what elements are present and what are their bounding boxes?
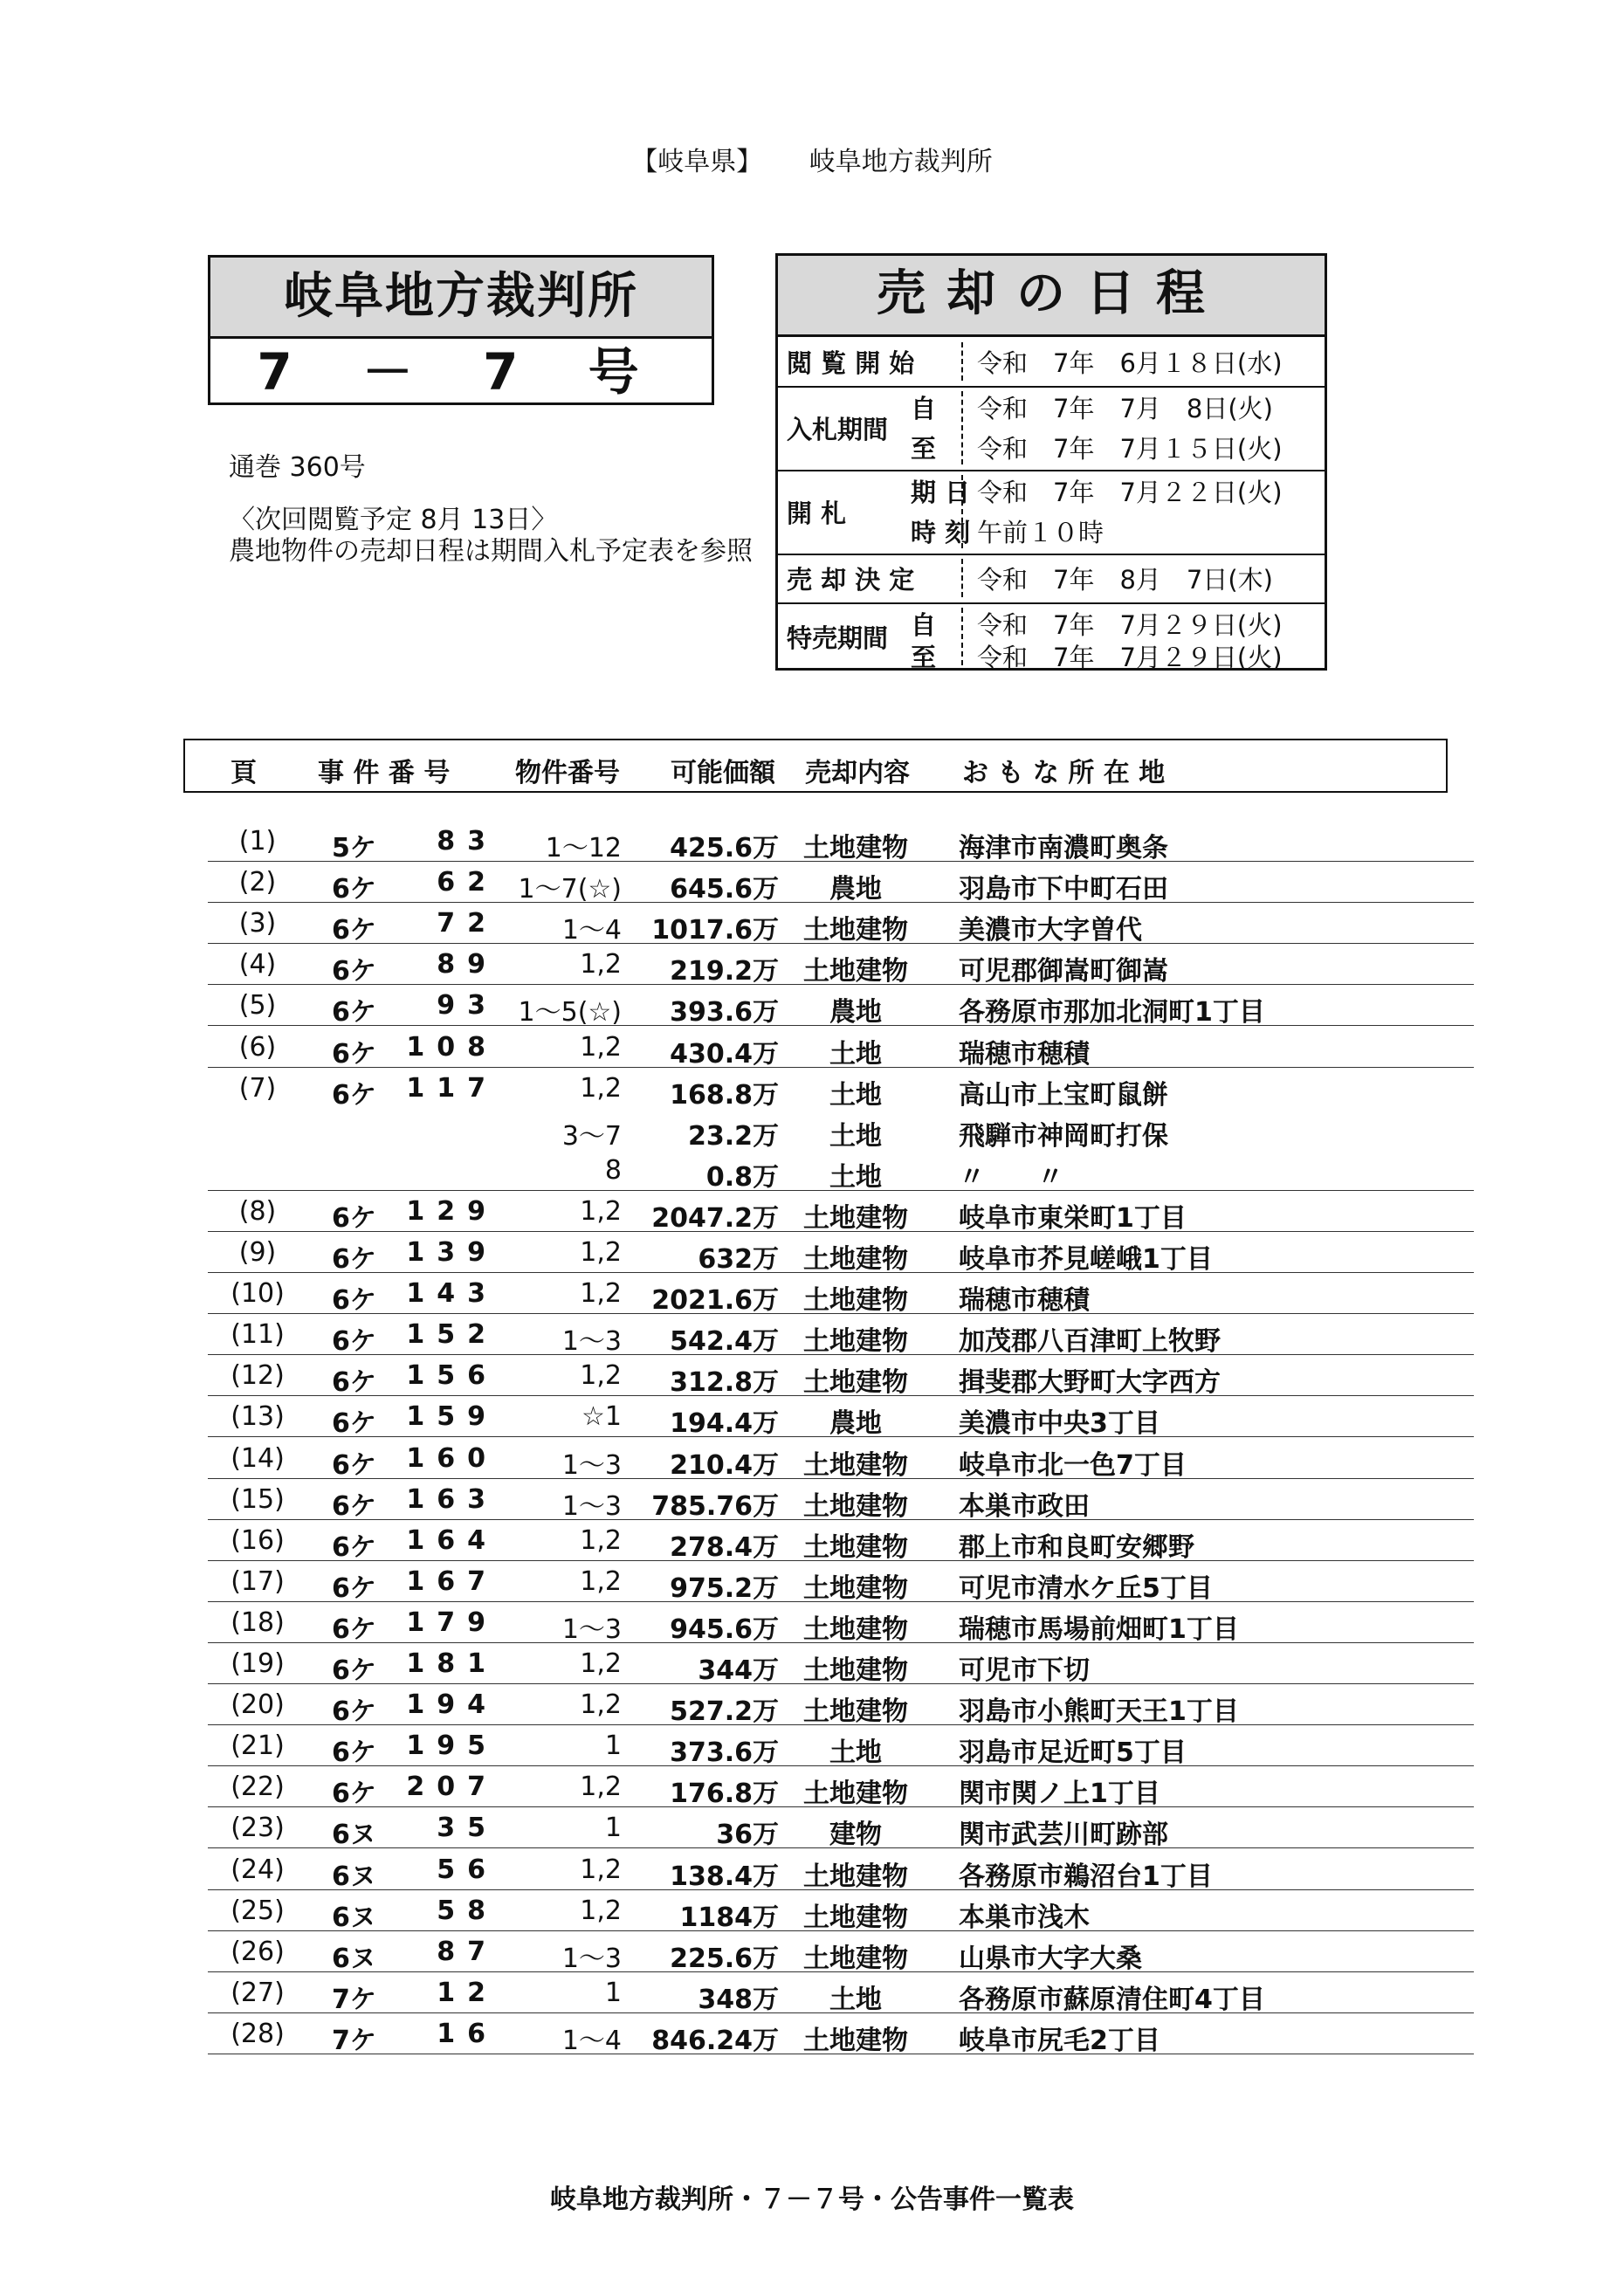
row-page: (8) [238, 1195, 277, 1227]
item-number: ☆1 [581, 1401, 622, 1433]
location: 岐阜市尻毛2丁目 [959, 2025, 1160, 2056]
case-prefix: 6ケ [332, 1490, 376, 1522]
row-page: (6) [238, 1031, 277, 1063]
location: 瑞穂市馬場前畑町1丁目 [959, 1613, 1239, 1645]
header-page: 頁 [231, 758, 257, 788]
table-row [0, 1438, 1624, 1479]
item-number: 1～3 [561, 1490, 622, 1522]
minimum-price: 225.6万 [670, 1943, 779, 1974]
minimum-price: 945.6万 [670, 1613, 779, 1645]
minimum-price: 645.6万 [670, 874, 779, 905]
item-number: 1 [604, 1813, 622, 1844]
row-page: (18) [231, 1606, 285, 1638]
schedule-divider [961, 608, 963, 665]
case-number: 87 [437, 1936, 498, 1967]
case-number: 159 [406, 1401, 498, 1433]
header-item: 物件番号 [515, 758, 620, 788]
row-page: (4) [238, 949, 277, 980]
case-number: 207 [406, 1772, 498, 1803]
row-page: (17) [231, 1565, 285, 1597]
location: 飛騨市神岡町打保 [959, 1120, 1168, 1152]
location: 山県市大字大桑 [959, 1943, 1142, 1974]
case-prefix: 6ケ [332, 1202, 376, 1234]
case-prefix: 6ケ [332, 1285, 376, 1317]
minimum-price: 542.4万 [670, 1326, 779, 1358]
location: 瑞穂市穂積 [959, 1038, 1090, 1070]
table-row [0, 1355, 1624, 1399]
case-number: 164 [406, 1524, 498, 1556]
location: 美濃市中央3丁目 [959, 1408, 1160, 1440]
item-number: 1,2 [580, 1237, 622, 1268]
item-number: 1～4 [561, 915, 622, 946]
header-type: 売却内容 [805, 758, 910, 788]
case-number: 83 [437, 826, 498, 857]
table-row [0, 1643, 1624, 1684]
table-row [0, 1109, 1624, 1150]
table-row [0, 985, 1624, 1029]
sale-type: 土地 [829, 1161, 882, 1193]
table-row [0, 1972, 1624, 2013]
sale-type: 土地建物 [803, 1367, 908, 1399]
case-prefix: 6ケ [332, 874, 376, 905]
case-number: 108 [406, 1031, 498, 1063]
table-row [0, 1561, 1624, 1602]
page-header [0, 140, 1624, 178]
item-number: 1,2 [580, 1854, 622, 1885]
case-prefix: 6ケ [332, 1408, 376, 1440]
court-label: 岐阜地方裁判所 [809, 147, 993, 177]
minimum-price: 846.24万 [651, 2025, 779, 2056]
case-number: 143 [406, 1278, 498, 1310]
case-prefix: 6ヌ [332, 1943, 376, 1974]
table-row [0, 1766, 1624, 1810]
item-number: 1 [604, 1977, 622, 2008]
minimum-price: 0.8万 [705, 1161, 779, 1193]
prefecture-label: 【岐阜県】 [631, 147, 763, 177]
case-prefix: 6ケ [332, 1572, 376, 1604]
location: 可児市清水ケ丘5丁目 [959, 1572, 1213, 1604]
case-prefix: 6ケ [332, 1737, 376, 1769]
item-number: 1～7(☆) [518, 874, 622, 905]
schedule-sublabel: 期 日 [911, 478, 971, 507]
table-row [0, 1232, 1624, 1273]
table-row [0, 1396, 1624, 1440]
row-page: (24) [231, 1854, 285, 1885]
minimum-price: 425.6万 [670, 833, 779, 863]
minimum-price: 344万 [698, 1655, 779, 1686]
sale-type: 土地建物 [803, 1490, 908, 1522]
minimum-price: 36万 [716, 1820, 779, 1851]
table-row [0, 1725, 1624, 1769]
case-number: 129 [406, 1195, 498, 1227]
sale-type: 土地 [829, 1737, 882, 1769]
header-price: 可能価額 [671, 758, 775, 788]
table-row [0, 1150, 1624, 1191]
sale-type: 土地建物 [803, 1778, 908, 1810]
location: 揖斐郡大野町大字西方 [959, 1367, 1221, 1399]
item-number: 1,2 [580, 1524, 622, 1556]
item-number: 1,2 [580, 1360, 622, 1392]
case-number: 181 [406, 1648, 498, 1679]
minimum-price: 210.4万 [670, 1449, 779, 1481]
schedule-value: 令和 7年 8月 7日(木) [977, 565, 1273, 595]
minimum-price: 2047.2万 [651, 1202, 779, 1234]
case-number: 194 [406, 1689, 498, 1721]
table-row [0, 1602, 1624, 1643]
next-viewing: 〈次回閲覧予定 8月 13日〉 [229, 505, 558, 535]
minimum-price: 373.6万 [670, 1737, 779, 1769]
schedule-value: 令和 7年 7月２９日(火) [977, 610, 1283, 640]
location: 本巣市政田 [959, 1490, 1090, 1522]
case-prefix: 6ケ [332, 1778, 376, 1810]
item-number: 1～3 [561, 1326, 622, 1358]
location: 瑞穂市穂積 [959, 1285, 1090, 1317]
minimum-price: 1184万 [679, 1902, 779, 1933]
item-number: 1～5(☆) [518, 997, 622, 1029]
row-page: (2) [238, 867, 277, 898]
sale-type: 土地建物 [803, 1902, 908, 1933]
case-prefix: 6ヌ [332, 1861, 376, 1892]
row-page: (16) [231, 1524, 285, 1556]
case-number: 139 [406, 1237, 498, 1268]
sale-type: 土地建物 [803, 833, 908, 863]
case-prefix: 6ケ [332, 1449, 376, 1481]
sale-type: 土地建物 [803, 1285, 908, 1317]
table-header [183, 739, 1448, 793]
case-number: 179 [406, 1606, 498, 1638]
table-row [0, 1849, 1624, 1890]
schedule-row [778, 337, 1325, 388]
schedule-label: 閲 覧 開 始 [787, 348, 915, 378]
table-row [0, 1191, 1624, 1232]
schedule-value: 令和 7年 7月１５日(火) [977, 434, 1283, 464]
location: 可児郡御嵩町御嵩 [959, 956, 1168, 987]
schedule-title: 売却の日程 [778, 256, 1325, 337]
row-page: (11) [231, 1319, 285, 1351]
sale-type: 土地建物 [803, 1943, 908, 1974]
row-page: (15) [231, 1483, 285, 1515]
item-number: 8 [604, 1154, 622, 1186]
sale-type: 土地建物 [803, 1572, 908, 1604]
sale-type: 建物 [829, 1820, 882, 1851]
sale-type: 土地建物 [803, 1202, 908, 1234]
location: 岐阜市東栄町1丁目 [959, 1202, 1187, 1234]
location: 本巣市浅木 [959, 1902, 1090, 1933]
case-prefix: 6ヌ [332, 1820, 376, 1851]
minimum-price: 138.4万 [670, 1861, 779, 1892]
header-location: お も な 所 在 地 [962, 758, 1166, 788]
case-prefix: 6ケ [332, 1038, 376, 1070]
schedule-divider [961, 391, 963, 464]
row-page: (25) [231, 1895, 285, 1926]
item-number: 1,2 [580, 1031, 622, 1063]
location: 各務原市蘇原清住町4丁目 [959, 1984, 1265, 2015]
sale-type: 農地 [829, 997, 882, 1029]
volume-number: 通巻 360号 [229, 452, 366, 483]
location: 加茂郡八百津町上牧野 [959, 1326, 1221, 1358]
sale-schedule-box [775, 253, 1327, 671]
case-number: 89 [437, 949, 498, 980]
case-number: 12 [437, 1977, 498, 2008]
minimum-price: 632万 [698, 1244, 779, 1275]
case-prefix: 7ケ [332, 2025, 376, 2056]
item-number: 1,2 [580, 1689, 622, 1721]
sale-type: 土地建物 [803, 915, 908, 946]
sale-type: 土地建物 [803, 1531, 908, 1563]
case-number: 72 [437, 908, 498, 939]
sale-type: 土地建物 [803, 1326, 908, 1358]
schedule-label: 開 札 [787, 499, 847, 528]
row-page: (13) [231, 1401, 285, 1433]
table-row [0, 1314, 1624, 1358]
table-row [0, 1273, 1624, 1317]
row-page: (3) [238, 908, 277, 939]
schedule-value: 令和 7年 6月１８日(水) [977, 348, 1283, 378]
case-number: 35 [437, 1813, 498, 1844]
schedule-divider [961, 475, 963, 548]
case-prefix: 6ケ [332, 1696, 376, 1728]
item-number: 1,2 [580, 1072, 622, 1104]
case-number: 195 [406, 1730, 498, 1762]
minimum-price: 23.2万 [687, 1120, 779, 1152]
minimum-price: 430.4万 [670, 1038, 779, 1070]
case-prefix: 6ヌ [332, 1902, 376, 1933]
table-row [0, 903, 1624, 944]
case-prefix: 6ケ [332, 1244, 376, 1275]
case-number: 58 [437, 1895, 498, 1926]
schedule-row [778, 602, 1325, 671]
table-row [0, 1684, 1624, 1728]
table-row [0, 1931, 1624, 1972]
case-prefix: 5ケ [332, 833, 376, 863]
case-prefix: 6ケ [332, 915, 376, 946]
minimum-price: 975.2万 [670, 1572, 779, 1604]
row-page: (20) [231, 1689, 285, 1721]
row-page: (14) [231, 1442, 285, 1474]
sale-type: 土地 [829, 1079, 882, 1111]
schedule-sublabel: 至 [911, 434, 937, 464]
minimum-price: 219.2万 [670, 956, 779, 987]
schedule-label: 特売期間 [787, 623, 889, 653]
item-number: 1,2 [580, 1895, 622, 1926]
sale-type: 土地 [829, 1120, 882, 1152]
row-page: (5) [238, 990, 277, 1022]
location: 羽島市小熊町天王1丁目 [959, 1696, 1239, 1728]
minimum-price: 2021.6万 [651, 1285, 779, 1317]
item-number: 1,2 [580, 1565, 622, 1597]
case-prefix: 6ケ [332, 997, 376, 1029]
notes [229, 505, 753, 568]
item-number: 1,2 [580, 1772, 622, 1803]
issue-number: 7 － 7 号 [257, 342, 665, 402]
case-prefix: 6ケ [332, 1367, 376, 1399]
farmland-note: 農地物件の売却日程は期間入札予定表を参照 [229, 536, 753, 567]
case-number: 160 [406, 1442, 498, 1474]
schedule-row [778, 470, 1325, 555]
location: 羽島市足近町5丁目 [959, 1737, 1187, 1769]
sale-type: 土地建物 [803, 1861, 908, 1892]
location: 関市関ノ上1丁目 [959, 1778, 1160, 1810]
schedule-sublabel: 至 [911, 643, 937, 672]
item-number: 1～12 [545, 833, 622, 863]
location: 各務原市鵜沼台1丁目 [959, 1861, 1213, 1892]
table-row [0, 1479, 1624, 1520]
minimum-price: 785.76万 [651, 1490, 779, 1522]
row-page: (12) [231, 1360, 285, 1392]
row-page: (19) [231, 1648, 285, 1679]
table-row [0, 944, 1624, 985]
schedule-divider [961, 559, 963, 597]
location: 可児市下切 [959, 1655, 1090, 1686]
minimum-price: 348万 [698, 1984, 779, 2015]
schedule-row [778, 386, 1325, 471]
case-prefix: 7ケ [332, 1984, 376, 2015]
item-number: 1,2 [580, 1648, 622, 1679]
case-number: 163 [406, 1483, 498, 1515]
case-number: 167 [406, 1565, 498, 1597]
minimum-price: 168.8万 [670, 1079, 779, 1111]
schedule-sublabel: 自 [911, 610, 937, 640]
schedule-divider [961, 342, 963, 381]
item-number: 3～7 [561, 1120, 622, 1152]
schedule-sublabel: 時 刻 [911, 518, 971, 547]
case-prefix: 6ケ [332, 1079, 376, 1111]
row-page: (21) [231, 1730, 285, 1762]
court-title: 岐阜地方裁判所 [210, 258, 712, 339]
page-footer: 岐阜地方裁判所・７－７号・公告事件一覧表 [550, 2184, 1074, 2215]
row-page: (27) [231, 1977, 285, 2008]
case-prefix: 6ケ [332, 1326, 376, 1358]
schedule-value: 令和 7年 7月２９日(火) [977, 643, 1283, 672]
sale-type: 土地建物 [803, 1696, 908, 1728]
case-number: 93 [437, 990, 498, 1022]
schedule-value: 令和 7年 7月２２日(火) [977, 478, 1283, 507]
location: 各務原市那加北洞町1丁目 [959, 997, 1265, 1029]
minimum-price: 1017.6万 [651, 915, 779, 946]
case-number: 56 [437, 1854, 498, 1885]
location: 岐阜市芥見嵯峨1丁目 [959, 1244, 1213, 1275]
schedule-value: 午前１０時 [977, 518, 1104, 547]
table-row [0, 862, 1624, 903]
schedule-row [778, 554, 1325, 604]
item-number: 1～3 [561, 1449, 622, 1481]
item-number: 1,2 [580, 1195, 622, 1227]
case-number: 117 [406, 1072, 498, 1104]
item-number: 1,2 [580, 949, 622, 980]
table-row [0, 1520, 1624, 1561]
location: 美濃市大字曽代 [959, 915, 1142, 946]
minimum-price: 194.4万 [670, 1408, 779, 1440]
minimum-price: 312.8万 [670, 1367, 779, 1399]
schedule-sublabel: 自 [911, 394, 937, 423]
case-number: 16 [437, 2018, 498, 2049]
location: 高山市上宝町鼠餅 [959, 1079, 1168, 1111]
row-page: (10) [231, 1278, 285, 1310]
header-case: 事 件 番 号 [318, 758, 451, 788]
case-number: 62 [437, 867, 498, 898]
table-row [0, 1068, 1624, 1109]
schedule-value: 令和 7年 7月 8日(火) [977, 394, 1273, 423]
table-row [0, 2013, 1624, 2054]
row-page: (9) [238, 1237, 277, 1268]
minimum-price: 278.4万 [670, 1531, 779, 1563]
table-row [0, 1807, 1624, 1851]
sale-type: 農地 [829, 1408, 882, 1440]
row-page: (23) [231, 1813, 285, 1844]
case-number: 152 [406, 1319, 498, 1351]
minimum-price: 527.2万 [670, 1696, 779, 1728]
row-page: (26) [231, 1936, 285, 1967]
table-row [0, 821, 1624, 862]
table-row [0, 1027, 1624, 1068]
minimum-price: 393.6万 [670, 997, 779, 1029]
item-number: 1～3 [561, 1613, 622, 1645]
case-prefix: 6ケ [332, 1531, 376, 1563]
row-page: (1) [238, 826, 277, 857]
location: 郡上市和良町安郷野 [959, 1531, 1194, 1563]
schedule-label: 入札期間 [787, 415, 889, 444]
case-prefix: 6ケ [332, 1655, 376, 1686]
sale-type: 土地建物 [803, 1655, 908, 1686]
location: 〃 〃 [959, 1161, 1063, 1193]
sale-type: 土地建物 [803, 956, 908, 987]
item-number: 1,2 [580, 1278, 622, 1310]
sale-type: 農地 [829, 874, 882, 905]
schedule-label: 売 却 決 定 [787, 565, 915, 595]
case-prefix: 6ケ [332, 956, 376, 987]
row-page: (28) [231, 2018, 285, 2049]
location: 関市武芸川町跡部 [959, 1820, 1168, 1851]
table-row [0, 1890, 1624, 1931]
row-page: (7) [238, 1072, 277, 1104]
item-number: 1 [604, 1730, 622, 1762]
location: 岐阜市北一色7丁目 [959, 1449, 1187, 1481]
sale-type: 土地 [829, 1984, 882, 2015]
sale-type: 土地建物 [803, 1449, 908, 1481]
location: 羽島市下中町石田 [959, 874, 1168, 905]
case-number: 156 [406, 1360, 498, 1392]
sale-type: 土地建物 [803, 2025, 908, 2056]
sale-type: 土地建物 [803, 1613, 908, 1645]
row-page: (22) [231, 1772, 285, 1803]
item-number: 1～3 [561, 1943, 622, 1974]
court-title-box [208, 255, 714, 405]
sale-type: 土地建物 [803, 1244, 908, 1275]
item-number: 1～4 [561, 2025, 622, 2056]
minimum-price: 176.8万 [670, 1778, 779, 1810]
sale-type: 土地 [829, 1038, 882, 1070]
case-prefix: 6ケ [332, 1613, 376, 1645]
location: 海津市南濃町奥条 [959, 833, 1168, 863]
